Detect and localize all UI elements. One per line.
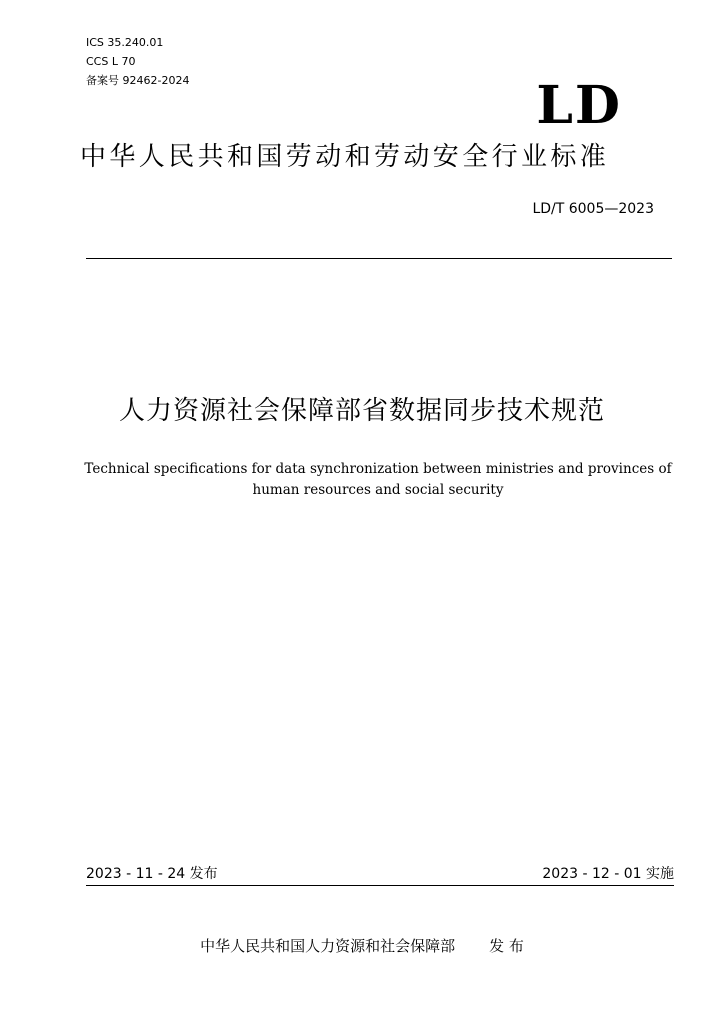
ld-logo: LD: [536, 75, 622, 136]
record-number: 备案号 92462-2024: [86, 74, 190, 87]
ccs-code: CCS L 70: [86, 55, 136, 68]
issue-date: 2023 - 11 - 24 发布: [86, 866, 218, 882]
issuer-name: 中华人民共和国人力资源和社会保障部: [200, 937, 456, 955]
document-title-cn: 人力资源社会保障部省数据同步技术规范: [118, 396, 605, 426]
title-en-line-1: Technical specifications for data synchronization between ministries and provinces of: [84, 461, 672, 477]
issuer-action: 发 布: [489, 937, 524, 955]
title-en-line-2: human resources and social security: [252, 482, 504, 498]
issuer-line: [0, 936, 724, 956]
document-title-en: [60, 459, 696, 501]
industry-standard-title: 中华人民共和国劳动和劳动安全行业标准: [80, 142, 610, 172]
effective-date: 2023 - 12 - 01 实施: [542, 866, 674, 882]
standard-number: LD/T 6005—2023: [532, 201, 654, 217]
ics-code: ICS 35.240.01: [86, 36, 164, 49]
footer-divider: [86, 885, 674, 886]
header-divider: [86, 258, 672, 259]
